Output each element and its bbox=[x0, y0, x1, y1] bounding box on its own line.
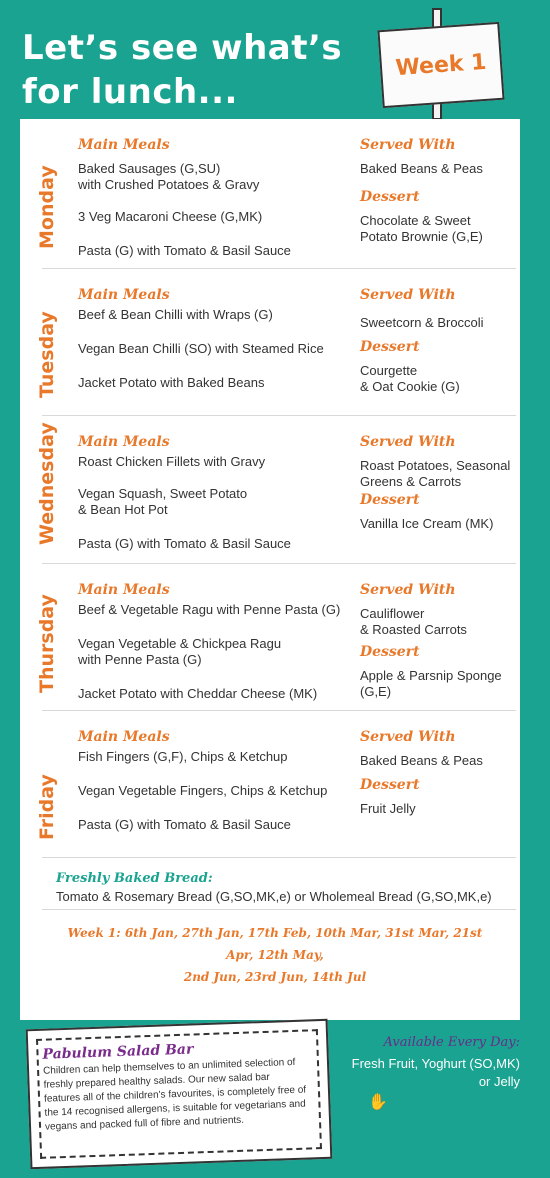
main-meal-item: Vegan Vegetable & Chickpea Ragu with Penne Pasta (G) bbox=[78, 636, 282, 667]
divider bbox=[42, 909, 516, 910]
day-label: Wednesday bbox=[36, 422, 58, 545]
main-meal-item: Pasta (G) with Tomato & Basil Sauce bbox=[78, 817, 291, 832]
hand-icon: ✋ bbox=[368, 1094, 388, 1111]
day-section-tuesday bbox=[20, 269, 520, 416]
week-dates bbox=[60, 922, 490, 988]
day-section-wednesday bbox=[20, 416, 520, 564]
salad-bar-box bbox=[26, 1019, 333, 1169]
served-with-heading: Served With bbox=[360, 434, 456, 450]
main-meal-item: Pasta (G) with Tomato & Basil Sauce bbox=[78, 536, 291, 551]
served-with-item: Sweetcorn & Broccoli bbox=[360, 315, 484, 330]
main-meals-heading: Main Meals bbox=[78, 582, 170, 598]
week-label: Week 1 bbox=[394, 49, 488, 81]
dessert-item: Chocolate & Sweet Potato Brownie (G,E) bbox=[360, 213, 483, 244]
salad-heading: Pabulum Salad Bar bbox=[42, 1041, 194, 1063]
main-meal-item: Vegan Squash, Sweet Potato & Bean Hot Pot bbox=[78, 486, 248, 517]
main-meal-item: Fish Fingers (G,F), Chips & Ketchup bbox=[78, 749, 288, 764]
served-with-item: Baked Beans & Peas bbox=[360, 753, 483, 768]
dessert-heading: Dessert bbox=[360, 339, 420, 355]
menu-card bbox=[20, 119, 520, 1020]
main-meal-item: Jacket Potato with Baked Beans bbox=[78, 375, 265, 390]
served-with-item: Roast Potatoes, Seasonal Greens & Carrots bbox=[360, 458, 511, 489]
day-label: Tuesday bbox=[36, 310, 58, 398]
dates-line-2: 2nd Jun, 23rd Jun, 14th Jul bbox=[183, 970, 367, 984]
dessert-item: Fruit Jelly bbox=[360, 801, 416, 816]
day-label: Thursday bbox=[36, 593, 58, 693]
divider bbox=[42, 857, 516, 858]
main-meals-heading: Main Meals bbox=[78, 137, 170, 153]
dates-line-1: Week 1: 6th Jan, 27th Jan, 17th Feb, 10th Mar, 31st Mar, 21st Apr, 12th May, bbox=[67, 926, 483, 962]
day-section-friday bbox=[20, 711, 520, 858]
dessert-heading: Dessert bbox=[360, 644, 420, 660]
main-meal-item: Pasta (G) with Tomato & Basil Sauce bbox=[78, 243, 291, 258]
served-with-heading: Served With bbox=[360, 582, 456, 598]
main-meal-item: Roast Chicken Fillets with Gravy bbox=[78, 454, 266, 469]
main-meal-item: 3 Veg Macaroni Cheese (G,MK) bbox=[78, 209, 263, 224]
served-with-heading: Served With bbox=[360, 137, 456, 153]
dessert-heading: Dessert bbox=[360, 189, 420, 205]
title-line-2: for lunch... bbox=[22, 72, 238, 112]
main-meals-heading: Main Meals bbox=[78, 729, 170, 745]
served-with-heading: Served With bbox=[360, 729, 456, 745]
main-meal-item: Beef & Bean Chilli with Wraps (G) bbox=[78, 307, 273, 322]
available-text: Fresh Fruit, Yoghurt (SO,MK) or Jelly bbox=[351, 1056, 520, 1089]
day-section-monday bbox=[20, 119, 520, 269]
dessert-item: Apple & Parsnip Sponge (G,E) bbox=[360, 668, 502, 699]
bread-heading: Freshly Baked Bread: bbox=[56, 871, 213, 886]
bread-text: Tomato & Rosemary Bread (G,SO,MK,e) or Wholemeal Bread (G,SO,MK,e) bbox=[56, 889, 492, 904]
available-heading: Available Every Day: bbox=[383, 1035, 520, 1050]
title-line-1: Let’s see what’s bbox=[22, 28, 343, 68]
dessert-item: Vanilla Ice Cream (MK) bbox=[360, 516, 494, 531]
served-with-heading: Served With bbox=[360, 287, 456, 303]
day-label: Friday bbox=[36, 773, 58, 840]
main-meal-item: Beef & Vegetable Ragu with Penne Pasta (G) bbox=[78, 602, 341, 617]
main-meal-item: Vegan Bean Chilli (SO) with Steamed Rice bbox=[78, 341, 324, 356]
main-meals-heading: Main Meals bbox=[78, 434, 170, 450]
dessert-heading: Dessert bbox=[360, 777, 420, 793]
main-meal-item: Vegan Vegetable Fingers, Chips & Ketchup bbox=[78, 783, 328, 798]
served-with-item: Cauliflower & Roasted Carrots bbox=[360, 606, 467, 637]
main-meals-heading: Main Meals bbox=[78, 287, 170, 303]
main-meal-item: Baked Sausages (G,SU) with Crushed Potatoes & Gravy bbox=[78, 161, 260, 192]
main-meal-item: Jacket Potato with Cheddar Cheese (MK) bbox=[78, 686, 318, 701]
dessert-item: Courgette & Oat Cookie (G) bbox=[360, 363, 460, 394]
week-sign bbox=[377, 22, 504, 108]
page-title bbox=[22, 26, 342, 114]
day-label: Monday bbox=[36, 165, 58, 249]
salad-text: Children can help themselves to an unlimited selection of freshly prepared healthy salads. Our new salad bar features all of the children’s favourites, is completely free of the 14 recognised allergens, is suitable for vegetarians and vegans and packed full of fibre and nutrients. bbox=[42, 1056, 307, 1133]
dessert-heading: Dessert bbox=[360, 492, 420, 508]
day-section-thursday bbox=[20, 564, 520, 711]
served-with-item: Baked Beans & Peas bbox=[360, 161, 483, 176]
